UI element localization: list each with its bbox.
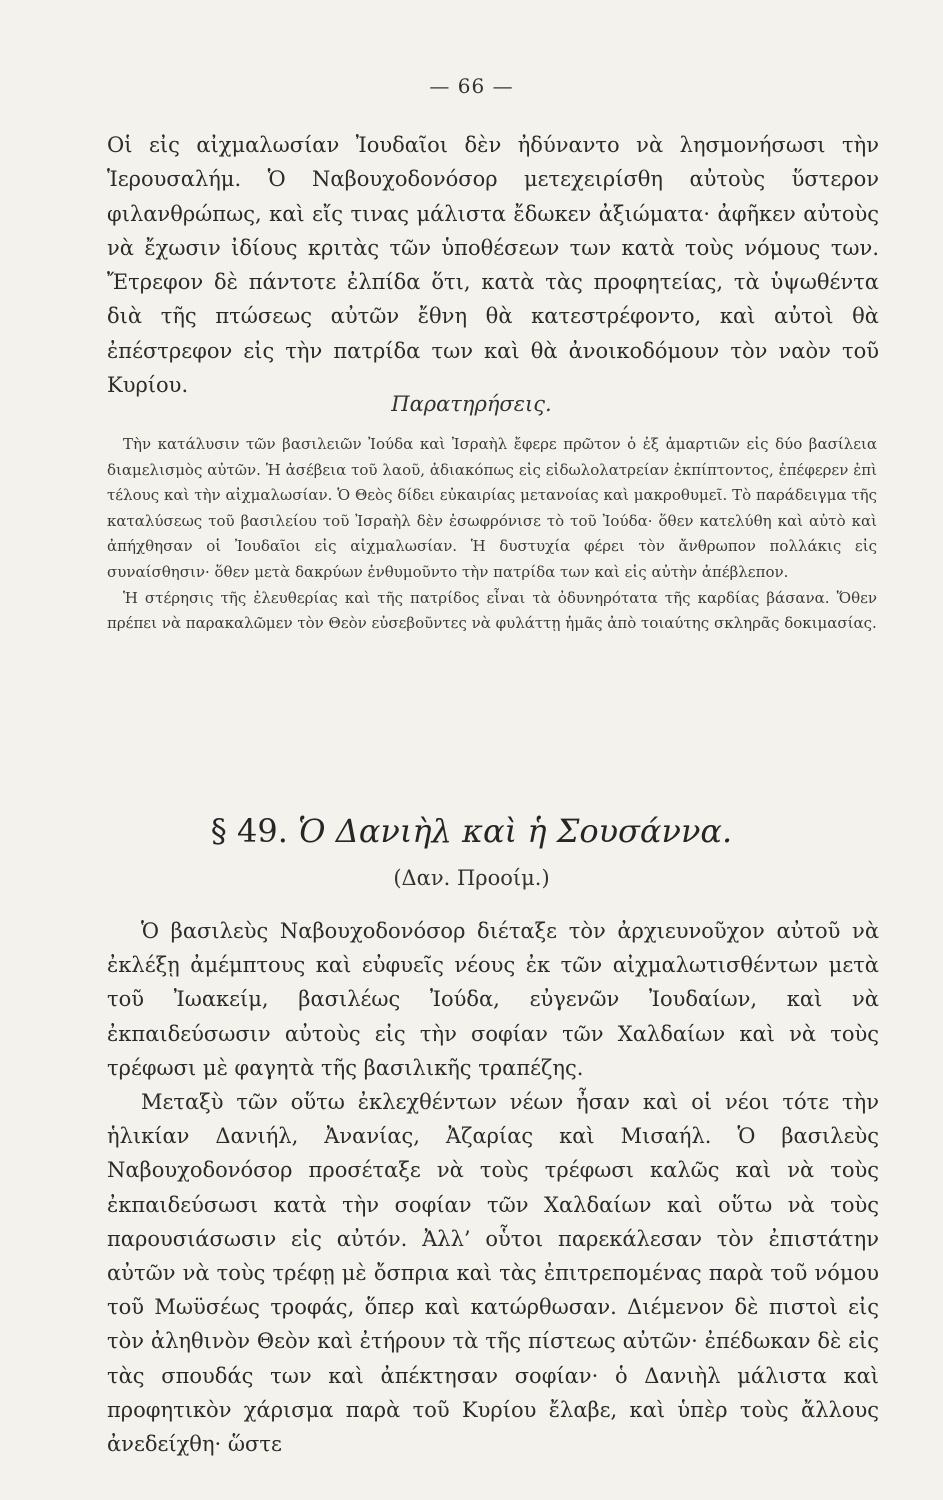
section-paragraph: Ὁ βασιλεὺς Ναβουχοδονόσορ διέταξε τὸν ἀρχιευνοῦχον αὐτοῦ νὰ ἐκλέξῃ ἀμέμπτους καὶ εὐφυεῖς νέους ἐκ τῶν αἰχμαλωτισθέντων μετὰ τοῦ Ἰωακείμ, βασιλέως Ἰούδα, εὐγενῶν Ἰουδαίων, καὶ νὰ ἐκπαιδεύσωσιν αὐτοὺς εἰς τὴν σοφίαν τῶν Χαλδαίων καὶ νὰ τοὺς τρέφωσι μὲ φαγητὰ τῆς βασιλικῆς τραπέζης. xyxy=(107,919,879,1080)
section-title: Ὁ Δανιὴλ καὶ ἡ Σουσάννα. xyxy=(298,812,733,850)
section-body xyxy=(107,914,879,1461)
page-number: — 66 — xyxy=(429,74,514,98)
notes-paragraph: Τὴν κατάλυσιν τῶν βασιλειῶν Ἰούδα καὶ Ἰσραὴλ ἔφερε πρῶτον ὁ ἐξ ἁμαρτιῶν εἰς δύο βασίλεια διαμελισμὸς αὐτῶν. Ἡ ἀσέβεια τοῦ λαοῦ, ἀδιακόπως εἰς εἰδωλολατρείαν ἐκπίπτοντος, ἐπέφερεν ἐπὶ τέλους καὶ τὴν αἰχμαλωσίαν. Ὁ Θεὸς δίδει εὐκαιρίας μετανοίας καὶ μακροθυμεῖ. Τὸ παράδειγμα τῆς καταλύσεως τοῦ βασιλείου τοῦ Ἰσραὴλ δὲν ἐσωφρόνισε τὸ τοῦ Ἰούδα· ὅθεν κατελύθη καὶ αὐτὸ καὶ ἀπήχθησαν οἱ Ἰουδαῖοι εἰς αἰχμαλωσίαν. Ἡ δυστυχία φέρει τὸν ἄνθρωπον πολλάκις εἰς συναίσθησιν· ὅθεν μετὰ δακρύων ἐνθυμοῦντο τὴν πατρίδα των καὶ εἰς αὐτὴν ἀπέβλεπον. xyxy=(107,435,877,581)
notes-paragraph: Ἡ στέρησις τῆς ἐλευθερίας καὶ τῆς πατρίδος εἶναι τὰ ὀδυνηρότατα τῆς καρδίας βάσανα. Ὅθεν πρέπει νὰ παρακαλῶμεν τὸν Θεὸν εὐσεβοῦντες νὰ φυλάττῃ ἡμᾶς ἀπὸ τοιαύτης σκληρᾶς δοκιμασίας. xyxy=(107,588,877,633)
intro-paragraph: Οἱ εἰς αἰχμαλωσίαν Ἰουδαῖοι δὲν ἠδύναντο νὰ λησμονήσωσι τὴν Ἱερουσαλήμ. Ὁ Ναβουχοδονόσορ μετεχειρίσθη αὐτοὺς ὕστερον φιλανθρώπως, καὶ εἴς τινας μάλιστα ἔδωκεν ἀξιώματα· ἀφῆκεν αὐτοὺς νὰ ἔχωσιν ἰδίους κριτὰς τῶν ὑποθέσεων των κατὰ τοὺς νόμους των. Ἔτρεφον δὲ πάντοτε ἐλπίδα ὅτι, κατὰ τὰς προφητείας, τὰ ὑψωθέντα διὰ τῆς πτώσεως αὐτῶν ἔθνη θὰ κατεστρέφοντο, καὶ αὐτοὶ θὰ ἐπέστρεφον εἰς τὴν πατρίδα των καὶ θὰ ἀνοικοδόμουν τὸν ναὸν τοῦ Κυρίου. xyxy=(107,133,879,398)
section-paragraph: Μεταξὺ τῶν οὕτω ἐκλεχθέντων νέων ἦσαν καὶ οἱ νέοι τότε τὴν ἡλικίαν Δανιήλ, Ἀνανίας, Ἀζαρίας καὶ Μισαήλ. Ὁ βασιλεὺς Ναβουχοδονόσορ προσέταξε νὰ τοὺς τρέφωσι καλῶς καὶ νὰ τοὺς ἐκπαιδεύσωσι κατὰ τὴν σοφίαν τῶν Χαλδαίων καὶ οὕτω νὰ τοὺς παρουσιάσωσιν εἰς αὐτόν. Ἀλλ’ οὗτοι παρεκάλεσαν τὸν ἐπιστάτην αὐτῶν νὰ τοὺς τρέφῃ μὲ ὄσπρια καὶ τὰς ἐπιτρεπομένας παρὰ τοῦ νόμου τοῦ Μωϋσέως τροφάς, ὅπερ καὶ κατώρθωσαν. Διέμενον δὲ πιστοὶ εἰς τὸν ἀληθινὸν Θεὸν καὶ ἐτήρουν τὰ τῆς πίστεως αὐτῶν· ἐπέδωκαν δὲ εἰς τὰς σπουδάς των καὶ ἀπέκτησαν σοφίαν· ὁ Δανιὴλ μάλιστα καὶ προφητικὸν χάρισμα παρὰ τοῦ Κυρίου ἔλαβε, καὶ ὑπὲρ τοὺς ἄλλους ἀνεδείχθη· ὥστε xyxy=(107,1090,879,1457)
section-subtitle: (Δαν. Προοίμ.) xyxy=(393,866,550,890)
section-number: § 49. xyxy=(210,812,288,850)
section-heading xyxy=(0,812,943,850)
notes-heading: Παρατηρήσεις. xyxy=(391,392,552,416)
notes-block xyxy=(107,432,877,637)
